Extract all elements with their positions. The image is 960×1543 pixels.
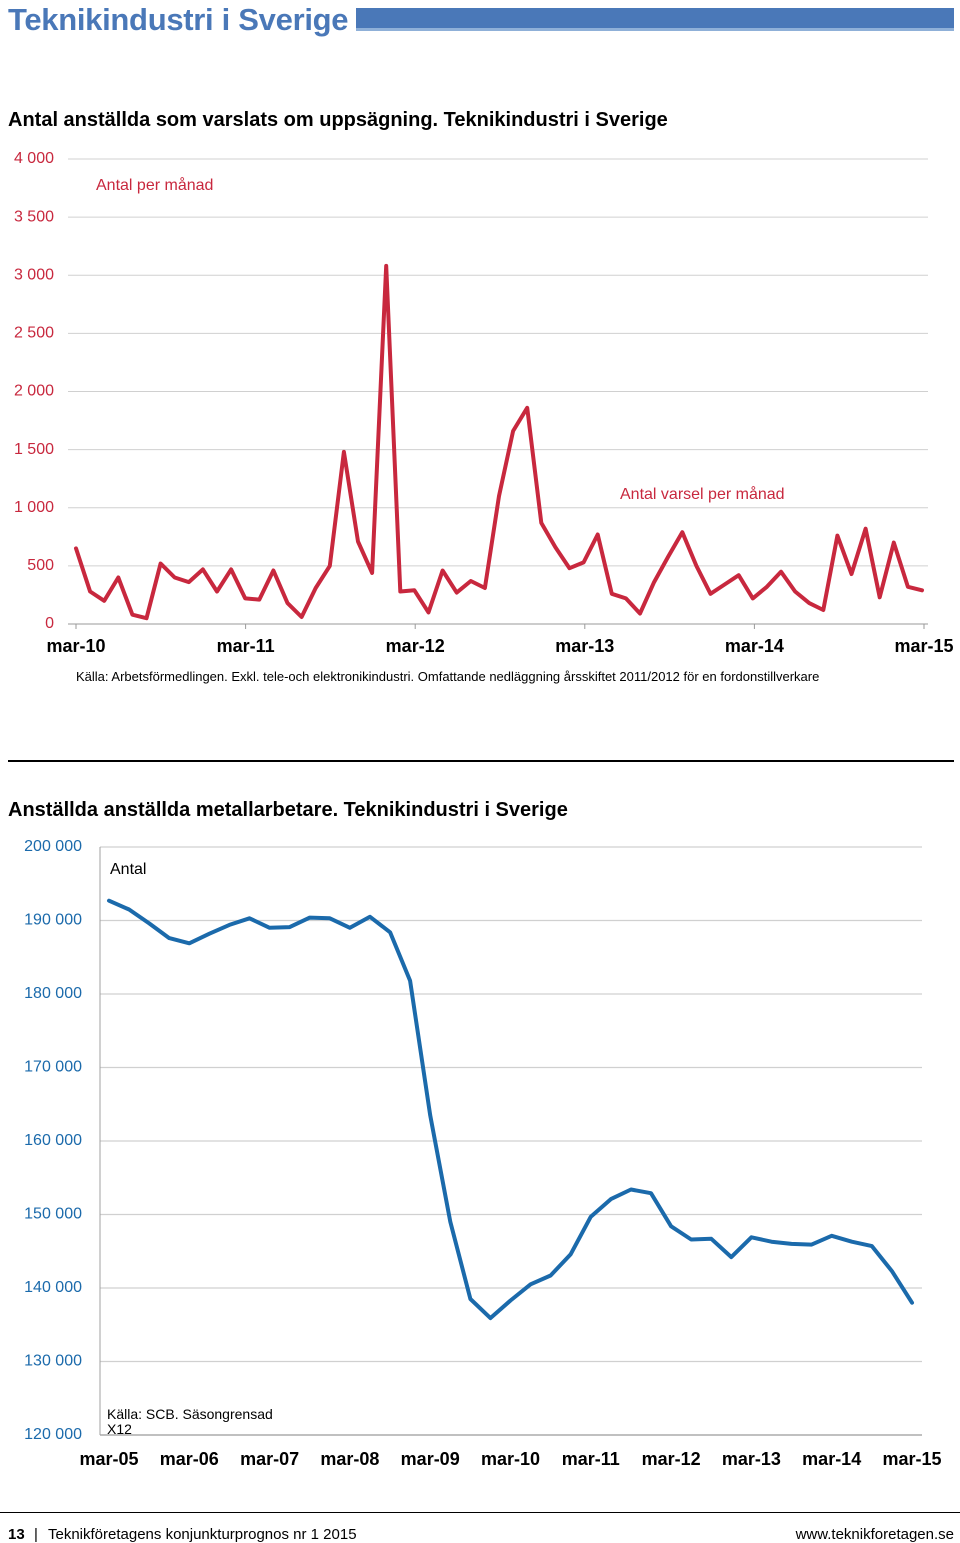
chart1-y-tick-label: 4 000: [13, 150, 54, 168]
chart1-y-tick-label: 3 500: [13, 208, 54, 226]
chart2-y-tick-label: 200 000: [24, 838, 82, 856]
chart2-x-tick-label: mar-07: [240, 1449, 300, 1469]
chart1-y-tick-label: 500: [27, 557, 54, 575]
website-link[interactable]: www.teknikforetagen.se: [795, 1526, 954, 1543]
chart1-y-tick-label: 2 000: [13, 382, 54, 400]
chart1-unit-label: Antal per månad: [96, 177, 214, 194]
footer: [0, 1512, 960, 1541]
page-title: Teknikindustri i Sverige: [8, 2, 349, 37]
page-number: 13: [8, 1526, 25, 1543]
chart1-y-tick-label: 0: [45, 615, 54, 633]
chart1-y-tick-label: 3 000: [13, 266, 54, 284]
chart2-unit-label: Antal: [110, 861, 147, 878]
chart1-x-tick-label: mar-10: [46, 636, 106, 656]
chart1-y-tick-label: 2 500: [13, 324, 54, 342]
chart2-x-tick-label: mar-06: [159, 1449, 219, 1469]
chart1-series-label: Antal varsel per månad: [620, 486, 785, 503]
chart1-x-tick-label: mar-14: [724, 636, 784, 656]
chart2-y-tick-label: 160 000: [24, 1132, 82, 1150]
chart2-x-tick-label: mar-12: [641, 1449, 701, 1469]
footer-line: [0, 1512, 960, 1513]
chart2-gridlines: [100, 847, 922, 1435]
chart2-y-tick-label: 120 000: [24, 1426, 82, 1444]
chart1-x-tick-label: mar-13: [555, 636, 615, 656]
chart2-y-tick-label: 180 000: [24, 985, 82, 1003]
chart1-x-tick-label: mar-12: [385, 636, 445, 656]
chart2-x-tick-label: mar-14: [802, 1449, 862, 1469]
chart2-y-tick-label: 140 000: [24, 1279, 82, 1297]
chart1-x-tick-label: mar-15: [894, 636, 954, 656]
chart2-x-tick-label: mar-10: [480, 1449, 541, 1469]
chart2-x-tick-label: mar-11: [561, 1449, 620, 1469]
chart2-title: Anställda anställda metallarbetare. Teknikindustri i Sverige: [8, 799, 568, 821]
chart2-y-tick-label: 130 000: [24, 1352, 82, 1370]
chart2-x-tick-label: mar-05: [79, 1449, 139, 1469]
chart2-source-line1: Källa: SCB. Säsongrensad: [107, 1406, 273, 1422]
chart2-x-tick-label: mar-08: [320, 1449, 380, 1469]
chart2-y-tick-label: 170 000: [24, 1058, 82, 1076]
publication-name: Teknikföretagens konjunkturprognos nr 1 2015: [48, 1526, 357, 1543]
chart2-source-line2: X12: [107, 1421, 132, 1437]
chart2-x-tick-label: mar-15: [882, 1449, 942, 1469]
chart1-x-tick-label: mar-11: [216, 636, 275, 656]
chart2-series-line: [109, 901, 912, 1318]
chart1-y-tick-label: 1 500: [13, 440, 54, 458]
chart2-y-tick-label: 190 000: [24, 911, 82, 929]
chart2-x-tick-label: mar-09: [400, 1449, 460, 1469]
chart2-x-tick-label: mar-13: [721, 1449, 781, 1469]
chart1-source: Källa: Arbetsförmedlingen. Exkl. tele-och elektronikindustri. Omfattande nedläggning årsskiftet 2011/2012 för en fordonstillverkare: [76, 669, 820, 684]
chart2-y-tick-label: 150 000: [24, 1205, 82, 1223]
chart1-y-tick-label: 1 000: [13, 498, 54, 516]
footer-separator: |: [34, 1526, 38, 1543]
chart2-y-ticks: [24, 838, 82, 1443]
chart1-title: Antal anställda som varslats om uppsägning. Teknikindustri i Sverige: [8, 109, 668, 131]
chart2-x-ticks: [79, 1449, 941, 1469]
